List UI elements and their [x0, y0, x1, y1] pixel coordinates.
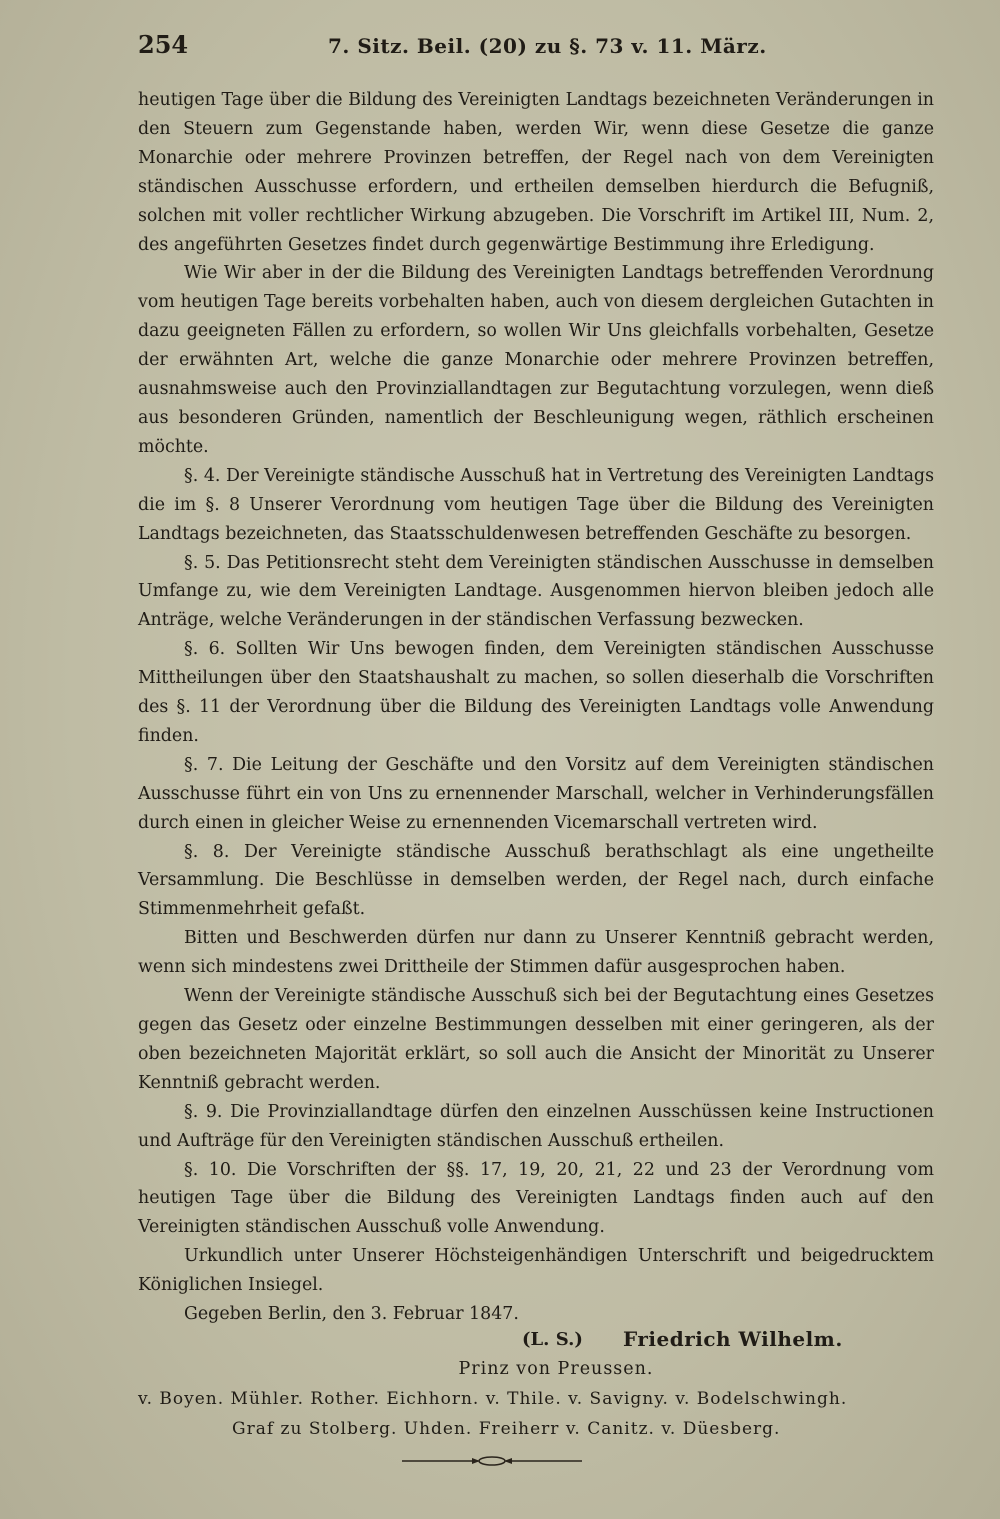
ministers-line-2: Graf zu Stolberg. Uhden. Freiherr v. Canitz. v. Düesberg. — [232, 1418, 781, 1439]
page-header — [138, 30, 934, 86]
paragraph-reservation: Wie Wir aber in der die Bildung des Vereinigten Landtags betreffenden Verordnung vom heutigen Tage bereits vorbehalten haben, auch von diesem dergleichen Gutachten in dazu geeigneten Fällen zu erfordern, so wollen Wir Uns gleichfalls vorbehalten, Gesetze der erwähnten Art, welche die ganze Monarchie oder mehrere Provinzen betreffen, ausnahmsweise auch den Provinziallandtagen zur Begutachtung vorzulegen, wenn dieß aus besonderen Gründen, namentlich der Beschleunigung wegen, räthlich erscheinen möchte. — [138, 263, 934, 457]
section-4: §. 4. Der Vereinigte ständische Ausschuß hat in Vertretung des Vereinigten Landtags die im §. 8 Unserer Verordnung vom heutigen Tage über die Bildung des Vereinigten Landtags bezeichneten, das Staatsschuldenwesen betreffenden Geschäfte zu besorgen. — [138, 465, 934, 544]
ornament-rule-icon — [402, 1455, 582, 1467]
end-ornament — [138, 1449, 934, 1473]
date-line: Gegeben Berlin, den 3. Februar 1847. — [184, 1304, 519, 1325]
section-8-minority: Wenn der Vereinigte ständische Ausschuß sich bei der Begutachtung eines Gesetzes gegen das Gesetz oder einzelne Bestimmungen desselben mit einer geringeren, als der oben bezeichneten Majorität erklärt, so soll auch die Ansicht der Minorität zu Unserer Kenntniß gebracht werden. — [138, 986, 934, 1093]
section-7: §. 7. Die Leitung der Geschäfte und den Vorsitz auf dem Vereinigten ständischen Ausschusse führt ein von Uns zu ernennender Marschall, welcher in Verhinderungsfällen durch einen in gleicher Weise zu ernennenden Vicemarschall vertreten wird. — [138, 754, 934, 833]
signature-row — [138, 1326, 934, 1359]
section-5: §. 5. Das Petitionsrecht steht dem Vereinigten ständischen Ausschusse in demselben Umfange zu, wie dem Vereinigten Landtage. Ausgenommen hiervon bleiben jedoch alle Anträge, welche Veränderungen in der ständischen Verfassung bezwecken. — [138, 552, 934, 631]
paragraph-continuation: heutigen Tage über die Bildung des Vereinigten Landtags bezeichneten Veränderungen in den Steuern zum Gegenstande haben, werden Wir, wenn diese Gesetze die ganze Monarchie oder mehrere Provinzen betreffen, der Regel nach von dem Vereinigten ständischen Ausschusse erfordern, und ertheilen demselben hierdurch die Befugniß, solchen mit voller rechtlicher Wirkung abzugeben. Die Vorschrift im Artikel III, Num. 2, des angeführten Gesetzes findet durch gegenwärtige Bestimmung ihre Erledigung. — [138, 90, 934, 255]
prince-signature: Prinz von Preussen. — [458, 1358, 654, 1379]
ministers-line-1: v. Boyen. Mühler. Rother. Eichhorn. v. Thile. v. Savigny. v. Bodelschwingh. — [138, 1388, 848, 1409]
king-signature: Friedrich Wilhelm. — [623, 1326, 843, 1351]
attestation-paragraph: Urkundlich unter Unserer Höchsteigenhändigen Unterschrift und beigedrucktem Königlichen Insiegel. — [138, 1246, 934, 1296]
running-head: 7. Sitz. Beil. (20) zu §. 73 v. 11. März. — [328, 34, 767, 58]
section-9: §. 9. Die Provinziallandtage dürfen den einzelnen Ausschüssen keine Instructionen und Aufträge für den Vereinigten ständischen Ausschuß ertheilen. — [138, 1101, 934, 1151]
section-6: §. 6. Sollten Wir Uns bewogen finden, dem Vereinigten ständischen Ausschusse Mittheilungen über den Staatshaushalt zu machen, so sollen dieserhalb die Vorschriften des §. 11 der Verordnung über die Bildung des Vereinigten Landtags volle Anwendung finden. — [138, 639, 934, 746]
page-number: 254 — [138, 30, 189, 59]
section-8: §. 8. Der Vereinigte ständische Ausschuß berathschlagt als eine ungetheilte Versammlung. Die Beschlüsse in demselben werden, der Regel nach, durch einfache Stimmenmehrheit gefaßt. — [138, 841, 934, 920]
body-text — [138, 86, 934, 1329]
section-10: §. 10. Die Vorschriften der §§. 17, 19, 20, 21, 22 und 23 der Verordnung vom heutigen Tage über die Bildung des Vereinigten Landtags finden auch auf den Vereinigten ständischen Ausschuß volle Anwendung. — [138, 1159, 934, 1238]
seal-mark: (L. S.) — [522, 1328, 583, 1350]
section-8-petitions: Bitten und Beschwerden dürfen nur dann zu Unserer Kenntniß gebracht werden, wenn sich mindestens zwei Drittheile der Stimmen dafür ausgesprochen haben. — [138, 928, 934, 978]
